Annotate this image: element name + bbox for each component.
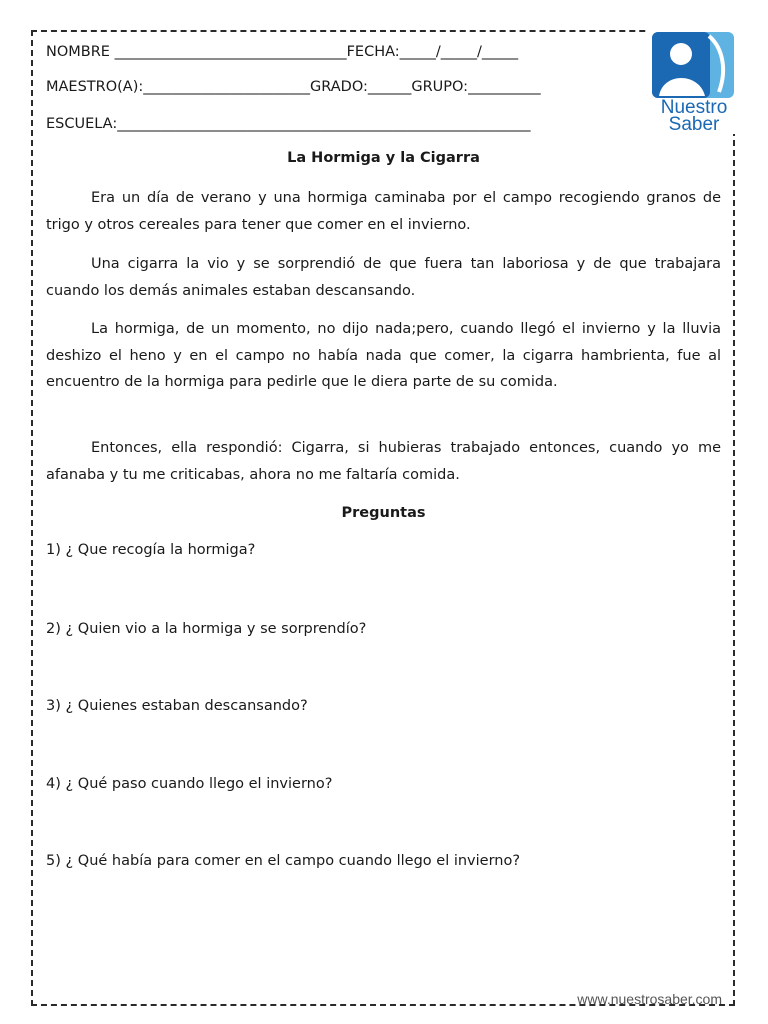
question-item: 3) ¿ Quienes estaban descansando? — [46, 698, 308, 714]
logo-emblem-icon — [649, 30, 737, 100]
footer-url: www.nuestrosaber.com — [577, 991, 722, 1007]
question-item: 5) ¿ Qué había para comer en el campo cuando llego el invierno? — [46, 853, 521, 869]
reading-paragraph: Una cigarra la vio y se sorprendió de que fuera tan laboriosa y de que trabajara cuando los demás animales estaban descansando. — [46, 256, 721, 299]
school-line: ESCUELA:_________________________________________________________ — [46, 116, 531, 132]
reading-title: La Hormiga y la Cigarra — [287, 150, 480, 166]
name-date-line: NOMBRE ________________________________FECHA:_____/_____/_____ — [46, 44, 519, 60]
question-item: 4) ¿ Qué paso cuando llego el invierno? — [46, 776, 333, 792]
reading-paragraph: La hormiga, de un momento, no dijo nada;pero, cuando llegó el invierno y la lluvia deshizo el heno y en el campo no había nada que comer, la cigarra hambrienta, fue al encuentro de la hormiga para pedirle que le diera parte de su comida. — [46, 321, 721, 390]
questions-title: Preguntas — [341, 505, 426, 521]
reading-paragraph: Era un día de verano y una hormiga caminaba por el campo recogiendo granos de trigo y otros cereales para tener que comer en el invierno. — [46, 190, 721, 233]
nuestro-saber-logo — [649, 30, 737, 134]
teacher-grade-group-line: MAESTRO(A):_______________________GRADO:______GRUPO:__________ — [46, 79, 541, 95]
logo-word-nuestro: Nuestro — [660, 97, 728, 118]
reading-paragraph: Entonces, ella respondió: Cigarra, si hubieras trabajado entonces, cuando yo me afanaba y tu me criticabas, ahora no me faltaría comida. — [46, 440, 721, 483]
question-item: 1) ¿ Que recogía la hormiga? — [46, 542, 256, 558]
logo-word-saber: Saber — [668, 114, 720, 135]
question-item: 2) ¿ Quien vio a la hormiga y se sorprendío? — [46, 621, 367, 637]
